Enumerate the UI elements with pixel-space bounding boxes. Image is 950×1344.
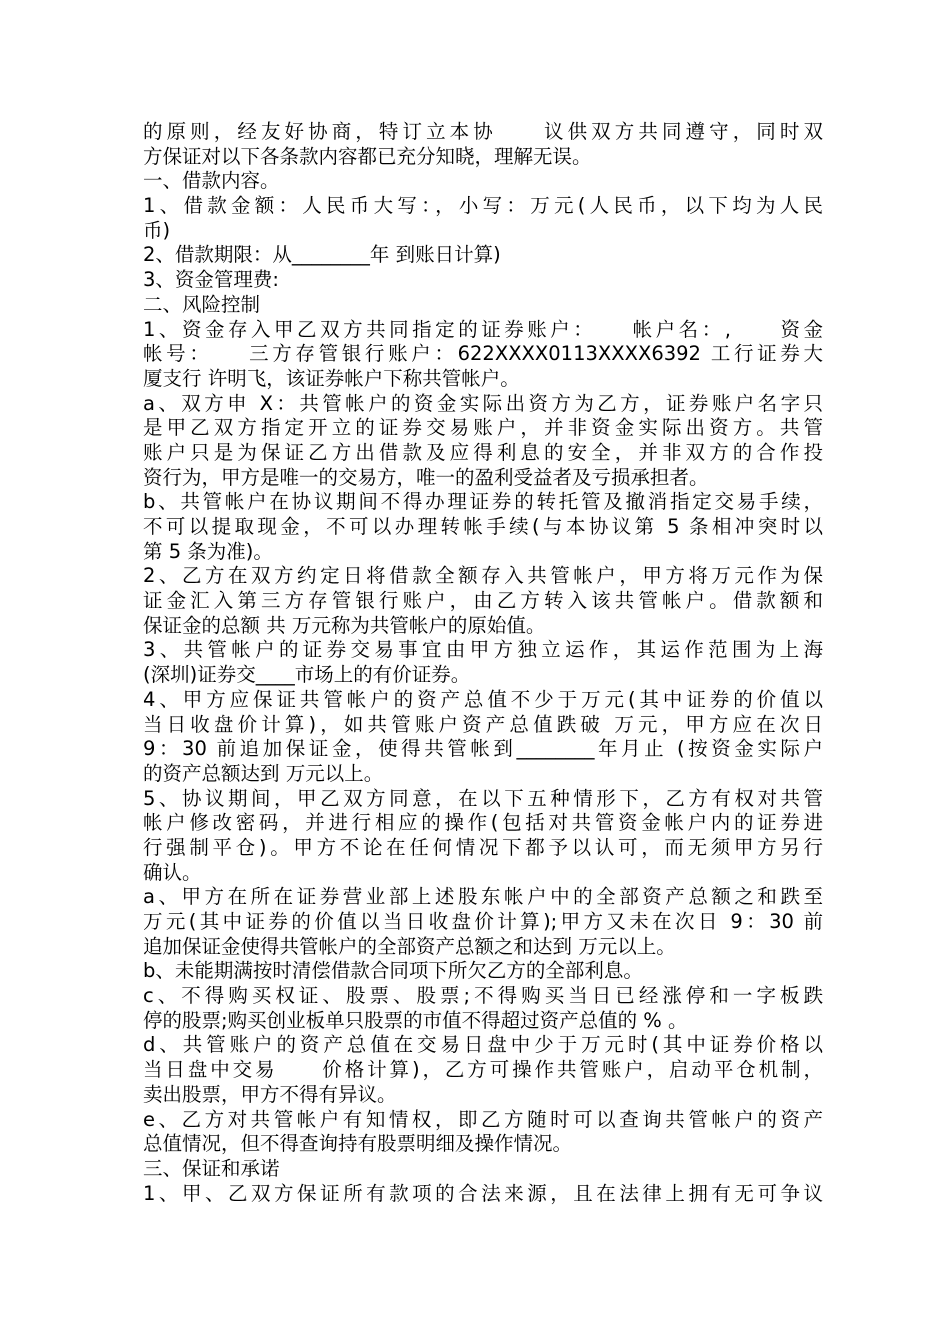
- text-line: e、乙方对共管帐户有知情权，即乙方随时可以查询共管帐户的资产: [143, 1107, 823, 1131]
- text-line: (深圳)证券交____市场上的有价证券。: [143, 663, 471, 687]
- text-line: 追加保证金使得共管帐户的全部资产总额之和达到 万元以上。: [143, 934, 676, 958]
- section-heading: 二、风险控制: [143, 292, 261, 316]
- text-line: 4、甲方应保证共管帐户的资产总值不少于万元(其中证券的价值以: [143, 687, 823, 711]
- text-line: 停的股票;购买创业板单只股票的市值不得超过资产总值的 % 。: [143, 1008, 688, 1032]
- text-line: 行强制平仓)。甲方不论在任何情况下都予以认可，而无须甲方另行: [143, 835, 823, 859]
- text-line: 方保证对以下各条款内容都已充分知晓，理解无误。: [143, 144, 592, 168]
- text-line: 第 5 条为准)。: [143, 539, 273, 563]
- text-line: 币): [143, 218, 171, 242]
- section-heading: 三、保证和承诺: [143, 1156, 280, 1180]
- text-line: 9：30 前追加保证金，使得共管帐到________年月止 (按资金实际户: [143, 737, 823, 761]
- text-line: 账户只是为保证乙方出借款及应得利息的安全，并非双方的合作投: [143, 440, 823, 464]
- text-line: 保证金的总额 共 万元称为共管帐户的原始值。: [143, 613, 546, 637]
- text-line: 1、资金存入甲乙双方共同指定的证券账户： 帐户名：, 资金: [143, 317, 823, 341]
- text-line: 5、协议期间，甲乙双方同意，在以下五种情形下，乙方有权对共管: [143, 786, 823, 810]
- text-line: a、甲方在所在证券营业部上述股东帐户中的全部资产总额之和跌至: [143, 885, 823, 909]
- text-line: 厦支行 许明飞，该证券帐户下称共管帐户。: [143, 366, 520, 390]
- text-line: 3、资金管理费:: [143, 268, 279, 292]
- text-line: 2、借款期限：从________年 到账日计算): [143, 243, 501, 267]
- text-line: 总值情况，但不得查询持有股票明细及操作情况。: [143, 1132, 573, 1156]
- text-line: a、双方申 X：共管帐户的资金实际出资方为乙方，证券账户名字只: [143, 391, 823, 415]
- text-line: 确认。: [143, 860, 202, 884]
- text-line: 的原则，经友好协商，特订立本协 议供双方共同遵守，同时双: [143, 120, 823, 143]
- text-line: 帐户修改密码，并进行相应的操作(包括对共管资金帐户内的证券进: [143, 811, 823, 835]
- text-line: 的资产总额达到 万元以上。: [143, 761, 384, 785]
- text-line: 资行为，甲方是唯一的交易方，唯一的盈利受益者及亏损承担者。: [143, 465, 709, 489]
- text-line: 帐号： 三方存管银行账户：622XXXX0113XXXX6392 工行证券大: [143, 342, 823, 366]
- text-line: 当日收盘价计算)，如共管账户资产总值跌破 万元，甲方应在次日: [143, 712, 823, 736]
- text-line: 当日盘中交易 价格计算)，乙方可操作共管账户，启动平仓机制，: [143, 1058, 823, 1082]
- document-body: [143, 120, 823, 1206]
- text-line: 是甲乙双方指定开立的证券交易账户，并非资金实际出资方。共管: [143, 416, 823, 440]
- text-line: 1、借款金额：人民币大写：，小写：万元(人民币，以下均为人民: [143, 194, 823, 218]
- text-line: 2、乙方在双方约定日将借款全额存入共管帐户，甲方将万元作为保: [143, 564, 823, 588]
- text-line: 万元(其中证券的价值以当日收盘价计算);甲方又未在次日 9：30 前: [143, 910, 823, 933]
- text-line: 1、甲、乙双方保证所有款项的合法来源，且在法律上拥有无可争议: [143, 1181, 823, 1205]
- text-line: 证金汇入第三方存管银行账户，由乙方转入该共管帐户。借款额和: [143, 589, 823, 613]
- text-line: 卖出股票，甲方不得有异议。: [143, 1082, 397, 1106]
- text-line: d、共管账户的资产总值在交易日盘中少于万元时(其中证券价格以: [143, 1033, 823, 1057]
- text-line: b、未能期满按时清偿借款合同项下所欠乙方的全部利息。: [143, 959, 643, 983]
- text-line: 不可以提取现金，不可以办理转帐手续(与本协议第 5 条相冲突时以: [143, 515, 823, 538]
- text-line: c、不得购买权证、股票、股票;不得购买当日已经涨停和一字板跌: [143, 984, 823, 1008]
- section-heading: 一、借款内容。: [143, 169, 280, 193]
- text-line: b、共管帐户在协议期间不得办理证券的转托管及撤消指定交易手续，: [143, 490, 823, 514]
- text-line: 3、共管帐户的证券交易事宜由甲方独立运作，其运作范围为上海: [143, 638, 823, 662]
